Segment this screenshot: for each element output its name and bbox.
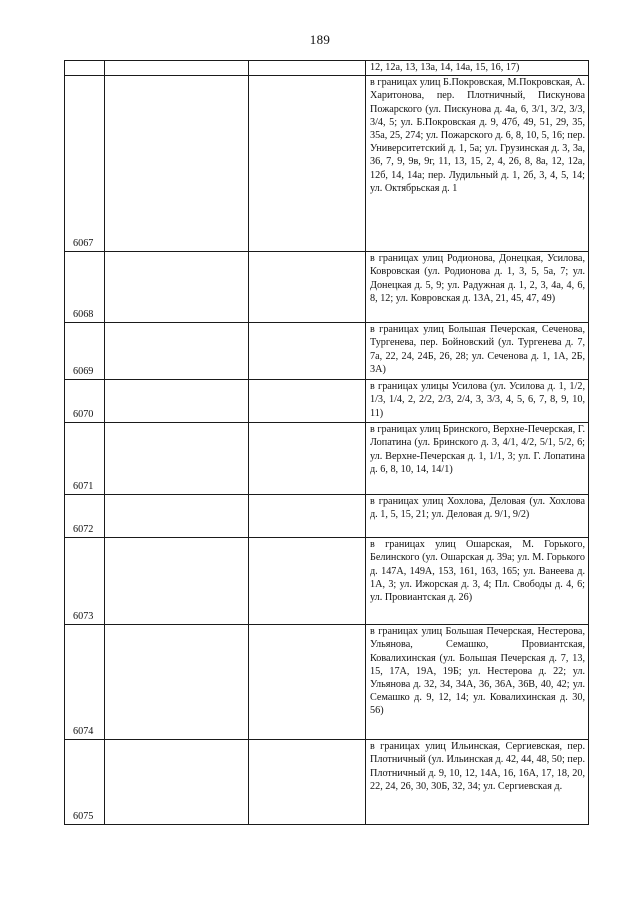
district-number: 6069	[65, 323, 105, 380]
blank-cell	[105, 76, 249, 252]
district-number: 6073	[65, 538, 105, 625]
district-boundary-text: в границах улиц Ошарская, М. Горького, Белинского (ул. Ошарская д. 39а; ул. М. Горького д. 147А, 149А, 153, 161, 163, 165; ул. Ванеева д. 1А, 3; ул. Ижорская д. 3, 4; Пл. Свободы д. 4, 6; ул. Провиантская д. 26)	[366, 538, 589, 625]
blank-cell	[249, 423, 366, 495]
district-boundary-text: 12, 12а, 13, 13а, 14, 14а, 15, 16, 17)	[366, 61, 589, 76]
blank-cell	[249, 625, 366, 740]
district-number: 6072	[65, 495, 105, 538]
blank-cell	[249, 61, 366, 76]
blank-cell	[105, 740, 249, 825]
blank-cell	[105, 380, 249, 423]
blank-cell	[249, 252, 366, 323]
blank-cell	[105, 495, 249, 538]
blank-cell	[249, 76, 366, 252]
blank-cell	[249, 495, 366, 538]
page-number: 189	[309, 32, 331, 47]
blank-cell	[105, 61, 249, 76]
blank-cell	[249, 380, 366, 423]
district-number: 6070	[65, 380, 105, 423]
district-boundary-text: в границах улиц Большая Печерская, Нестерова, Ульянова, Семашко, Провиантская, Ковалихинская (ул. Большая Печерская д. 7, 13, 15, 17А, 19А, 19Б; ул. Нестерова д. 22; ул. Ульянова д. 32, 34, 34А, 36, 36А, 36В, 40, 42; ул. Семашко д. 9, 12, 14; ул. Ковалихинская д. 30, 56)	[366, 625, 589, 740]
district-boundary-text: в границах улиц Большая Печерская, Сеченова, Тургенева, пер. Бойновский (ул. Тургенева д. 7, 7а, 22, 24, 24Б, 26, 28; ул. Сеченова д. 1, 1А, 2Б, 3А)	[366, 323, 589, 380]
district-boundary-text: в границах улиц Бринского, Верхне-Печерская, Г. Лопатина (ул. Бринского д. 3, 4/1, 4/2, 5/1, 5/2, 6; ул. Верхне-Печерская д. 1, 1/1, 3; ул. Г. Лопатина д. 6, 8, 10, 14, 14/1)	[366, 423, 589, 495]
district-boundary-text: в границах улиц Б.Покровская, М.Покровская, А. Харитонова, пер. Плотничный, Пискунова Пожарского (ул. Пискунова д. 4а, 6, 3/1, 3/2, 3/3, 3/4, 5; ул. Б.Покровская д. 9, 47б, 49, 51, 29, 35, 35а, 25, 274; ул. Пожарского д. 6, 8, 10, 5, 16; пер. Университетский д. 1, 5а; ул. Грузинская д. 3, 3а, 36, 7, 9, 9в, 9г, 11, 13, 15, 2, 4, 26, 8, 8а, 12, 12а, 12б, 14, 14а; пер. Лудильный д. 1, 2б, 3, 4, 5, 14; ул. Октябрьская д. 1	[366, 76, 589, 252]
blank-cell	[105, 625, 249, 740]
table-row	[65, 380, 589, 423]
district-boundary-text: в границах улиц Родионова, Донецкая, Усилова, Ковровская (ул. Родионова д. 1, 3, 5, 5а, 7; ул. Донецкая д. 5, 9; ул. Радужная д. 1, 2, 3, 4а, 4, 6, 8, 12; ул. Ковровская д. 13А, 21, 45, 47, 49)	[366, 252, 589, 323]
blank-cell	[105, 538, 249, 625]
district-number: 6068	[65, 252, 105, 323]
table-row	[65, 252, 589, 323]
table-row	[65, 76, 589, 252]
table-row	[65, 423, 589, 495]
district-number: 6071	[65, 423, 105, 495]
blank-cell	[105, 252, 249, 323]
district-number: 6075	[65, 740, 105, 825]
blank-cell	[249, 740, 366, 825]
table-row-continuation	[65, 61, 589, 76]
table-row	[65, 495, 589, 538]
district-number-cell	[65, 61, 105, 76]
district-number: 6067	[65, 76, 105, 252]
blank-cell	[105, 323, 249, 380]
district-boundary-text: в границах улиц Ильинская, Сергиевская, пер. Плотничный (ул. Ильинская д. 42, 44, 48, 50; пер. Плотничный д. 9, 10, 12, 14А, 16, 16А, 17, 18, 20, 22, 24, 26, 30, 30Б, 32, 34; ул. Сергиевская д.	[366, 740, 589, 825]
blank-cell	[105, 423, 249, 495]
blank-cell	[249, 323, 366, 380]
blank-cell	[249, 538, 366, 625]
table-row	[65, 323, 589, 380]
table-row	[65, 740, 589, 825]
district-boundary-text: в границах улицы Усилова (ул. Усилова д. 1, 1/2, 1/3, 1/4, 2, 2/2, 2/3, 2/4, 3, 3/3, 4, 5, 6, 7, 8, 9, 10, 11)	[366, 380, 589, 423]
district-number: 6074	[65, 625, 105, 740]
district-boundary-text: в границах улиц Хохлова, Деловая (ул. Хохлова д. 1, 5, 15, 21; ул. Деловая д. 9/1, 9/2)	[366, 495, 589, 538]
polling-districts-table	[64, 60, 589, 825]
table-row	[65, 538, 589, 625]
table-row	[65, 625, 589, 740]
